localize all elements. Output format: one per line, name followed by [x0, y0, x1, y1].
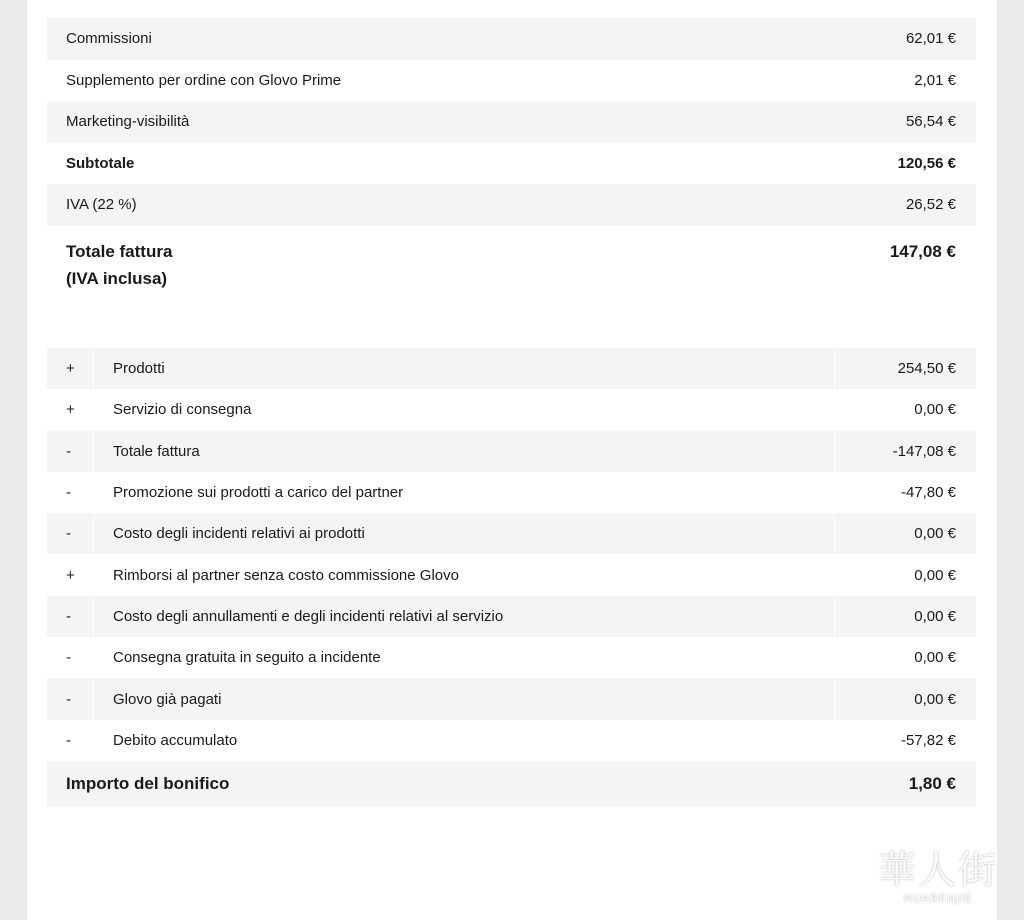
table-row [47, 720, 976, 761]
row-amount: -57,82 € [834, 720, 976, 761]
row-amount: 0,00 € [834, 678, 976, 719]
summary-row-prime-surcharge [47, 60, 976, 102]
row-amount: 254,50 € [834, 348, 976, 389]
table-row [47, 637, 976, 678]
table-row [47, 348, 976, 389]
transfer-amount-row [47, 761, 976, 807]
row-amount: 2,01 € [914, 71, 956, 89]
row-amount: 62,01 € [905, 30, 956, 48]
watermark-glyph: 華人街 [877, 848, 998, 892]
row-amount: 26,52 € [905, 196, 956, 214]
table-row [47, 389, 976, 430]
row-label: IVA (22 %) [66, 196, 137, 214]
row-amount: -147,08 € [834, 431, 976, 472]
row-label: Debito accumulato [113, 731, 238, 749]
row-amount: 0,00 € [834, 513, 976, 554]
invoice-total-label-line1: Totale fattura [66, 241, 173, 261]
table-row [47, 596, 976, 637]
table-row [47, 472, 976, 513]
transfer-breakdown-table [47, 348, 976, 807]
row-label: Glovo già pagati [113, 690, 222, 708]
row-label: Costo degli incidenti relativi ai prodotti [113, 525, 365, 543]
row-amount: 0,00 € [834, 637, 976, 678]
summary-row-subtotal [47, 143, 976, 185]
row-sign: - [47, 596, 94, 637]
row-amount: 0,00 € [834, 596, 976, 637]
row-label: Supplemento per ordine con Glovo Prime [66, 71, 342, 89]
row-sign: - [47, 678, 94, 719]
row-label: Totale fattura [113, 442, 200, 460]
row-sign: + [47, 348, 94, 389]
row-sign: - [47, 431, 94, 472]
row-label: Subtotale [66, 154, 135, 172]
row-amount: 0,00 € [834, 389, 976, 430]
invoice-summary-table [47, 18, 976, 292]
row-label: Prodotti [113, 360, 165, 378]
row-label: Costo degli annullamenti e degli incidenti relativi al servizio [113, 607, 504, 625]
watermark-logo [874, 848, 1002, 910]
summary-row-marketing [47, 101, 976, 143]
summary-row-vat [47, 184, 976, 226]
transfer-amount-label: Importo del bonifico [66, 773, 230, 793]
row-label: Consegna gratuita in seguito a incidente [113, 649, 381, 667]
invoice-total-amount: 147,08 € [889, 241, 956, 261]
row-label: Servizio di consegna [113, 401, 252, 419]
row-sign: - [47, 513, 94, 554]
table-row [47, 554, 976, 595]
row-amount: 0,00 € [834, 554, 976, 595]
row-label: Rimborsi al partner senza costo commissione Glovo [113, 566, 459, 584]
row-label: Commissioni [66, 30, 152, 48]
table-row [47, 678, 976, 719]
invoice-total [47, 226, 976, 292]
invoice-total-label [66, 238, 172, 292]
invoice-page [27, 0, 997, 920]
summary-row-commissions [47, 18, 976, 60]
row-sign: + [47, 554, 94, 595]
row-amount: 56,54 € [905, 113, 956, 131]
watermark-text: HUARENJIE [903, 892, 973, 905]
row-sign: - [47, 720, 94, 761]
table-row [47, 431, 976, 472]
transfer-amount-value: 1,80 € [908, 773, 956, 793]
row-amount: -47,80 € [834, 472, 976, 513]
table-row [47, 513, 976, 554]
row-amount: 120,56 € [897, 154, 956, 172]
row-sign: - [47, 472, 94, 513]
invoice-total-label-line2: (IVA inclusa) [66, 268, 168, 288]
row-label: Marketing-visibilità [66, 113, 190, 131]
row-label: Promozione sui prodotti a carico del partner [113, 484, 404, 502]
row-sign: - [47, 637, 94, 678]
row-sign: + [47, 389, 94, 430]
